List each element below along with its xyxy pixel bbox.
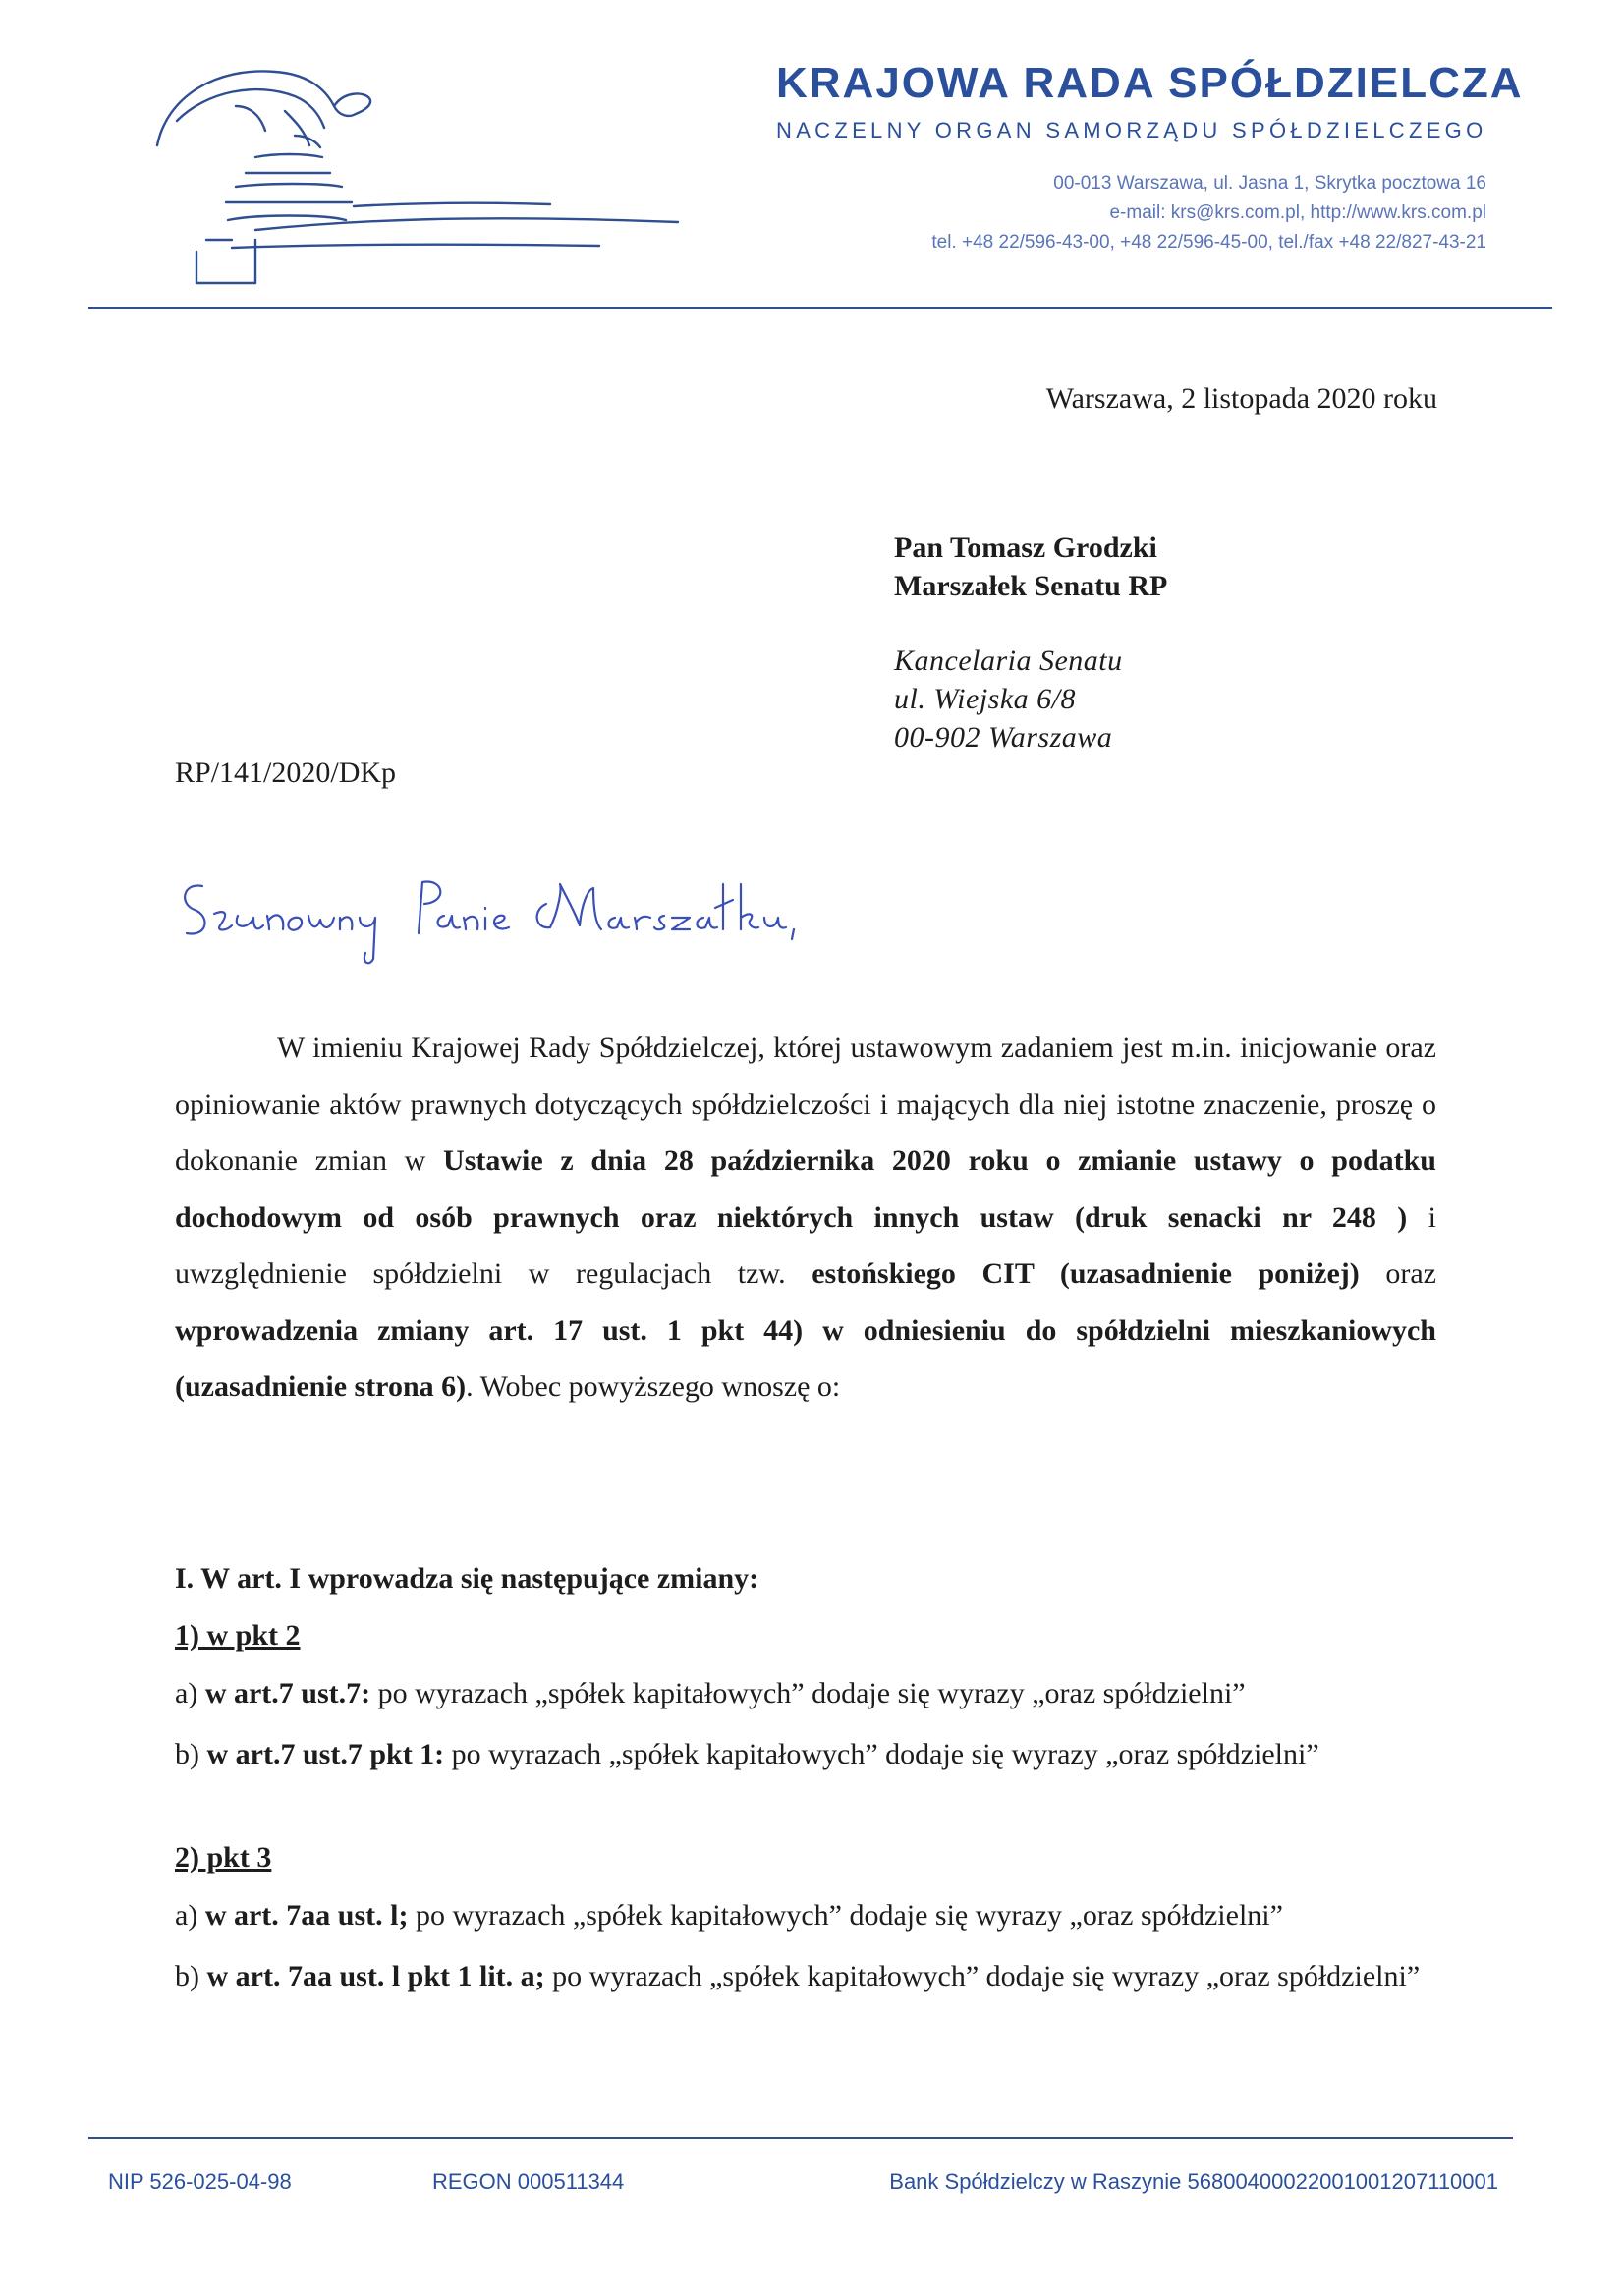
item-text: po wyrazach „spółek kapitałowych” dodaje się wyrazy „oraz spółdzielni”	[544, 1960, 1421, 1992]
item-prefix: b)	[175, 1738, 207, 1770]
footer-regon: REGON 000511344	[432, 2169, 625, 2194]
recipient-address	[894, 642, 1123, 756]
header-divider	[88, 307, 1552, 309]
item-prefix: b)	[175, 1960, 207, 1992]
pkt-heading: 2) pkt 3	[175, 1841, 272, 1874]
amendment-item	[175, 1951, 1434, 2002]
contact-block	[931, 169, 1486, 257]
org-email: e-mail: krs@krs.com.pl, http://www.krs.com.pl	[1109, 202, 1486, 223]
amendment-item	[175, 1890, 1434, 1941]
org-subtitle: NACZELNY ORGAN SAMORZĄDU SPÓŁDZIELCZEGO	[776, 118, 1487, 142]
intro-paragraph	[175, 1020, 1436, 1416]
address-line: Kancelaria Senatu	[894, 644, 1123, 677]
intro-text: oraz	[1359, 1258, 1436, 1290]
letter-date: Warszawa, 2 listopada 2020 roku	[1045, 382, 1437, 415]
pkt-heading: 1) w pkt 2	[175, 1619, 301, 1652]
item-article: w art. 7aa ust. l pkt 1 lit. a;	[206, 1960, 545, 1992]
intro-text: W imieniu Krajowej Rady Spółdzielczej, której ustawowym zadaniem jest m.in. inicjowanie oraz opiniowanie aktów prawnych dotyczących spółdzielczości i mających dla niej istotne znaczenie, proszę o dokonanie zmian w	[175, 1032, 1436, 1177]
amendment-item	[175, 1668, 1434, 1719]
item-article: w art.7 ust.7 pkt 1:	[206, 1738, 445, 1770]
footer-divider	[88, 2137, 1513, 2139]
item-article: w art. 7aa ust. l;	[204, 1899, 409, 1932]
intro-art17-change: wprowadzenia zmiany art. 17 ust. 1 pkt 44) w odniesieniu do spółdzielni mieszkaniowych (uzasadnienie strona 6)	[175, 1314, 1436, 1403]
org-address: 00-013 Warszawa, ul. Jasna 1, Skrytka pocztowa 16	[1053, 173, 1486, 194]
footer-bank: Bank Spółdzielczy w Raszynie 56800400022001001207110001	[889, 2169, 1498, 2194]
amendment-item	[175, 1729, 1434, 1780]
item-text: po wyrazach „spółek kapitałowych” dodaje się wyrazy „oraz spółdzielni”	[370, 1677, 1246, 1709]
item-prefix: a)	[175, 1899, 205, 1932]
intro-law-title: Ustawie z dnia 28 października 2020 roku o zmianie ustawy o podatku dochodowym od osób prawnych oraz niektórych innych ustaw (druk senacki nr 248 )	[175, 1145, 1436, 1234]
item-text: po wyrazach „spółek kapitałowych” dodaje się wyrazy „oraz spółdzielni”	[444, 1738, 1319, 1770]
intro-text: . Wobec powyższego wnoszę o:	[466, 1371, 841, 1403]
address-line: 00-902 Warszawa	[894, 721, 1113, 754]
item-article: w art.7 ust.7:	[204, 1677, 371, 1709]
recipient-block	[894, 529, 1167, 605]
section-title: I. W art. I wprowadza się następujące zmiany:	[175, 1562, 759, 1595]
item-text: po wyrazach „spółek kapitałowych” dodaje się wyrazy „oraz spółdzielni”	[408, 1899, 1283, 1932]
krs-logo	[138, 37, 688, 293]
handwritten-salutation	[173, 865, 802, 973]
org-name: KRAJOWA RADA SPÓŁDZIELCZA	[776, 59, 1524, 107]
intro-estonian-cit: estońskiego CIT (uzasadnienie poniżej)	[812, 1258, 1360, 1290]
recipient-name: Pan Tomasz Grodzki	[894, 532, 1157, 564]
org-phones: tel. +48 22/596-43-00, +48 22/596-45-00, tel./fax +48 22/827-43-21	[931, 232, 1486, 252]
intro-text: i uwzględnienie spółdzielni w regulacjach tzw.	[175, 1201, 1436, 1290]
footer-nip: NIP 526-025-04-98	[108, 2169, 292, 2194]
reference-number: RP/141/2020/DKp	[175, 756, 397, 789]
address-line: ul. Wiejska 6/8	[894, 683, 1076, 715]
recipient-title: Marszałek Senatu RP	[894, 570, 1168, 602]
item-prefix: a)	[175, 1677, 205, 1709]
